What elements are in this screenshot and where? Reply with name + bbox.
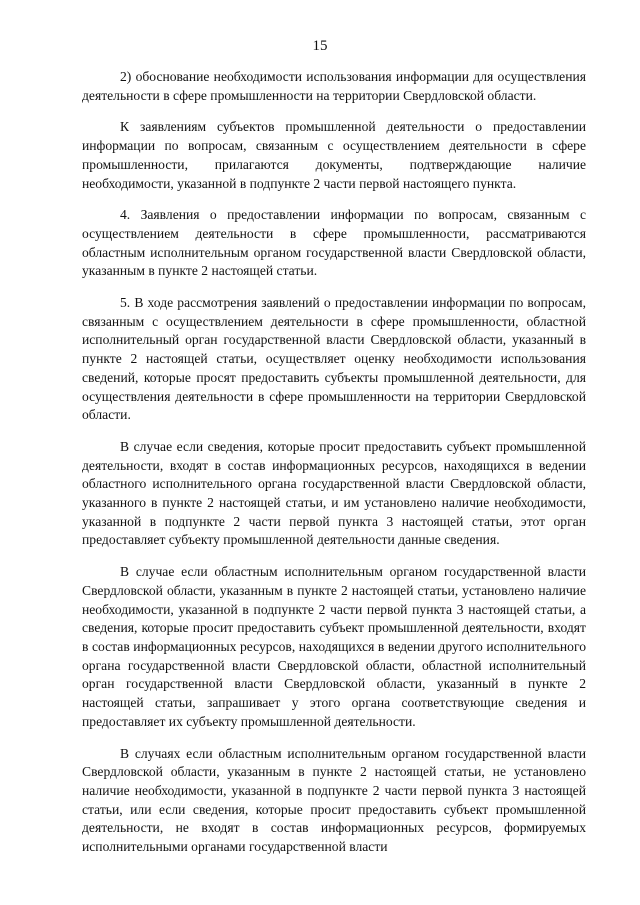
paragraph-4: 5. В ходе рассмотрения заявлений о предоставлении информации по вопросам, связанным с осуществлением деятельности в сфере промышленности, областной исполнительный орган государственной власти Свердловской области, указанный в пункте 2 настоящей статьи, осуществляет оценку необходимости использования сведений, которые просят предоставить субъекты промышленной деятельности, для осуществления деятельности в сфере промышленности на территории Свердловской области. (82, 295, 586, 423)
document-body (82, 68, 586, 870)
paragraph-1: 2) обоснование необходимости использования информации для осуществления деятельности в сфере промышленности на территории Свердловской области. (82, 69, 586, 103)
paragraph-5: В случае если сведения, которые просит предоставить субъект промышленной деятельности, входят в состав информационных ресурсов, находящихся в ведении областного исполнительного органа государственной власти Свердловской области, указанного в пункте 2 настоящей статьи, и им установлено наличие необходимости, указанной в подпункте 2 части первой пункта 3 настоящей статьи, этот орган предоставляет субъекту промышленной деятельности данные сведения. (82, 438, 586, 548)
paragraph-3: 4. Заявления о предоставлении информации по вопросам, связанным с осуществлением деятельности в сфере промышленности, рассматриваются областным исполнительным органом государственной власти Свердловской области, указанным в пункте 2 настоящей статьи. (82, 207, 586, 279)
page-number: 15 (312, 38, 328, 54)
paragraph-2: К заявлениям субъектов промышленной деятельности о предоставлении информации по вопросам, связанным с осуществлением деятельности в сфере промышленности, прилагаются документы, подтверждающие наличие необходимости, указанной в подпункте 2 части первой настоящего пункта. (82, 119, 586, 191)
paragraph-7: В случаях если областным исполнительным органом государственной власти Свердловской области, указанным в пункте 2 настоящей статьи, не установлено наличие необходимости, указанной в подпункте 2 части первой пункта 3 настоящей статьи, или если сведения, которые просит предоставить субъект промышленной деятельности, не входят в состав информационных ресурсов, формируемых исполнительными органами государственной власти (82, 745, 586, 855)
paragraph-6: В случае если областным исполнительным органом государственной власти Свердловской области, указанным в пункте 2 настоящей статьи, установлено наличие необходимости, указанной в подпункте 2 части первой пункта 3 настоящей статьи, а сведения, которые просит предоставить субъект промышленной деятельности, входят в состав информационных ресурсов, находящихся в ведении другого исполнительного органа государственной власти Свердловской области, областной исполнительный орган государственной власти Свердловской области, указанный в пункте 2 настоящей статьи, запрашивает у этого органа соответствующие сведения и предоставляет их субъекту промышленной деятельности. (82, 564, 586, 729)
